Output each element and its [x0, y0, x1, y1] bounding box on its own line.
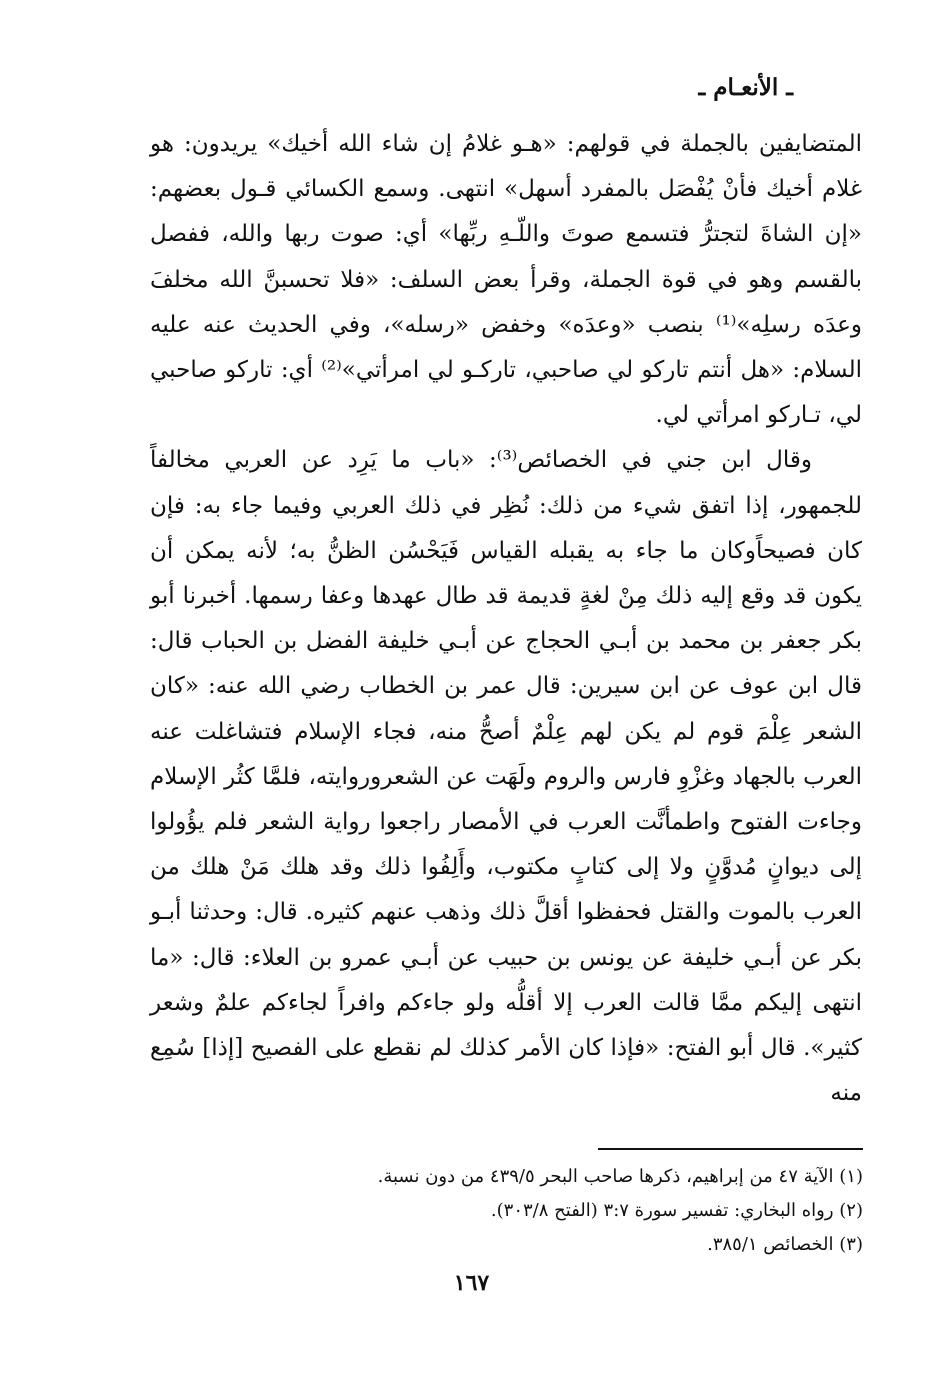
footnote-2: (٢) رواه البخاري: تفسير سورة ٣:٧ (الفتح ٣٠٣/٨).: [490, 1200, 863, 1221]
main-text: [150, 122, 862, 1116]
paragraph-1: المتضايفين بالجملة في قولهم: «هـو غلامُ إن شاء الله أخيك» يريدون: هو غلام أخيك فأنْ يُفْصَل بالمفرد أسهل» انتهى. وسمع الكسائي قـول بعضهم: «إن الشاةَ لتجترُّ فتسمع صوتَ واللّـهِ ربِّها» أي: صوت ربها والله، ففصل بالقسم وهو في قوة الجملة، وقرأ بعض السلف: «فلا تحسبنَّ الله مخلفَ وعدَه رسلِه»⁽¹⁾ بنصب «وعدَه» وخفض «رسله»، وفي الحديث عنه عليه السلام: «هل أنتم تاركو لي صاحبي، تاركـو لي امرأتي»⁽²⁾ أي: تاركو صاحبي لي، تـاركو امرأتي لي.: [150, 131, 862, 429]
footnotes: [143, 1160, 863, 1262]
running-head: ـ الأنعـام ـ: [698, 74, 793, 101]
footnote-1: (١) الآية ٤٧ من إبراهيم، ذكرها صاحب البحر ٤٣٩/٥ من دون نسبة.: [377, 1166, 863, 1187]
paragraph-2: وقال ابن جني في الخصائص⁽³⁾: «باب ما يَرِد عن العربي مخالفاً للجمهور، إذا اتفق شيء من ذلك: نُظِر في ذلك العربي وفيما جاء به: فإن كان فصيحاًوكان ما جاء به يقبله القياس فَيَحْسُن الظنُّ به؛ لأنه يمكن أن يكون قد وقع إليه ذلك مِنْ لغةٍ قديمة قد طال عهدها وعفا رسمها. أخبرنا أبو بكر جعفر بن محمد بن أبـي الحجاج عن أبـي خليفة الفضل بن الحباب قال: قال ابن عوف عن ابن سيرين: قال عمر بن الخطاب رضي الله عنه: «كان الشعر عِلْمَ قوم لم يكن لهم عِلْمٌ أصحُّ منه، فجاء الإسلام فتشاغلت عنه العرب بالجهاد وغزْوِ فارس والروم ولَهَت عن الشعروروايته، فلمَّا كثُر الإسلام وجاءت الفتوح واطمأنَّت العرب في الأمصار راجعوا رواية الشعر فلم يؤُولوا إلى ديوانٍ مُدوَّنٍ ولا إلى كتابٍ مكتوب، وأَلِفُوا ذلك وقد هلك مَنْ هلك من العرب بالموت والقتل فحفظوا أقلَّ ذلك وذهب عنهم كثيره. قال: وحدثنا أبـو بكر عن أبـي خليفة عن يونس بن حبيب عن أبـي عمرو بن العلاء: قال: «ما انتهى إليكم ممَّا قالت العرب إلا أقلُّه ولو جاءكم وافراً لجاءكم علمٌ وشعر كثير». قال أبو الفتح: «فإذا كان الأمر كذلك لم نقطع على الفصيح [إذا] سُمِع منه: [150, 447, 862, 1107]
footnote-3: (٣) الخصائص ٣٨٥/١.: [707, 1234, 863, 1255]
footnote-divider: [598, 1148, 863, 1150]
page-number: ١٦٧: [453, 1270, 490, 1296]
